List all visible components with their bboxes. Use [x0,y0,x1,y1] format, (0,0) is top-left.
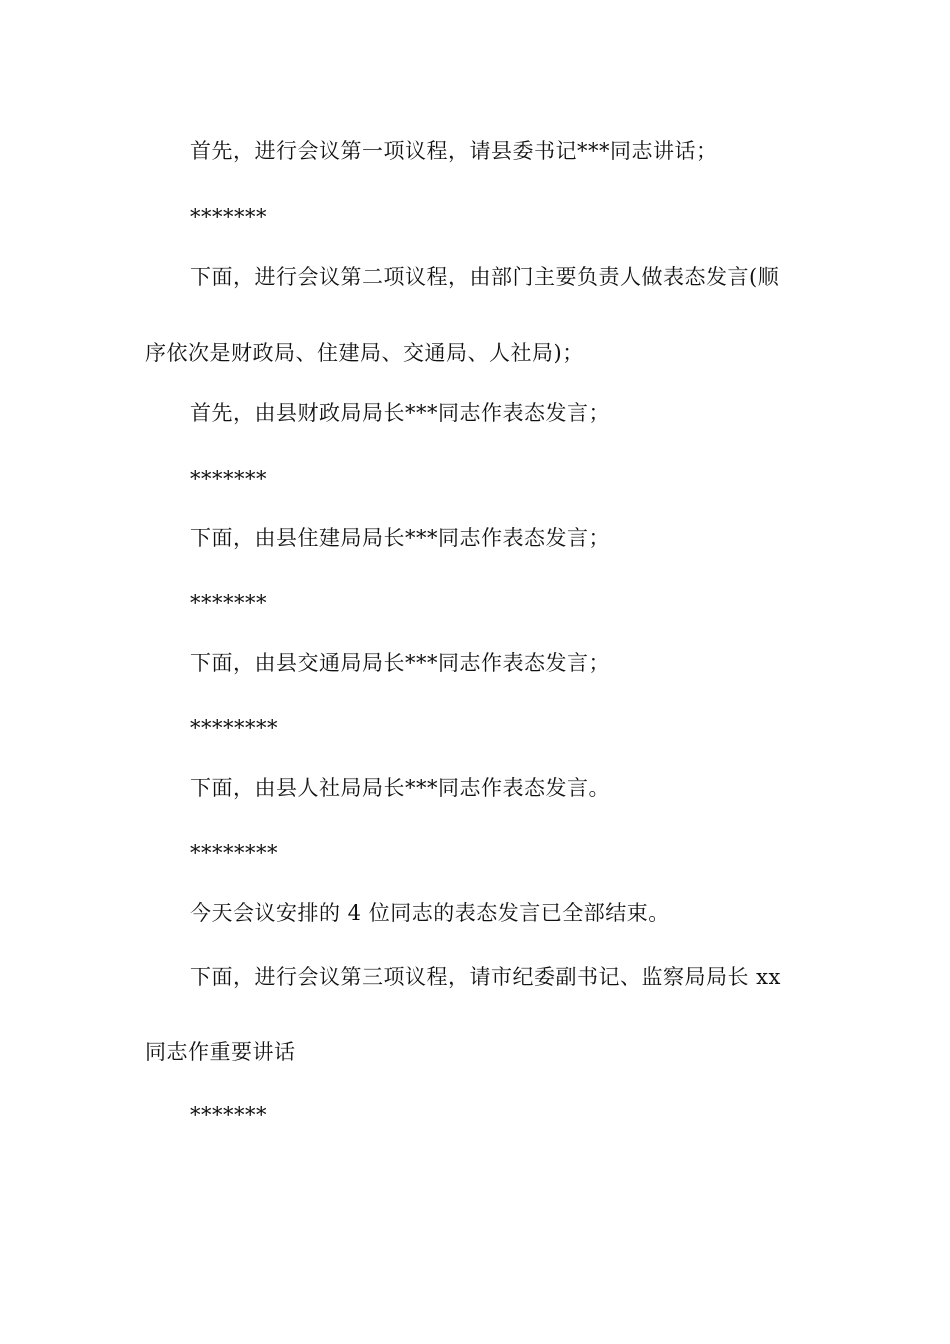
placeholder-text: ******* [190,467,267,491]
placeholder-text: ******* [190,205,267,229]
transport-bureau-speech-text: 下面，由县交通局局长***同志作表态发言； [190,651,610,675]
agenda-item-1-text: 首先，进行会议第一项议程，请县委书记***同志讲话； [190,139,718,163]
placeholder-text: ******** [190,716,278,740]
agenda-item-2-text: 下面，进行会议第二项议程，由部门主要负责人做表态发言(顺 [190,265,780,289]
agenda-item-3-text: 下面，进行会议第三项议程，请市纪委副书记、监察局局长 xx [190,965,781,989]
finance-bureau-speech-text: 首先，由县财政局局长***同志作表态发言； [190,401,610,425]
hr-bureau-speech-text: 下面，由县人社局局长***同志作表态发言。 [190,776,610,800]
placeholder-text: ******** [190,841,278,865]
agenda-item-2-continuation: 序依次是财政局、住建局、交通局、人社局)； [145,341,584,365]
placeholder-text: ******* [190,1103,267,1127]
speeches-concluded-text: 今天会议安排的 4 位同志的表态发言已全部结束。 [190,901,670,925]
placeholder-text: ******* [190,591,267,615]
agenda-item-3-continuation: 同志作重要讲话 [145,1040,296,1064]
housing-bureau-speech-text: 下面，由县住建局局长***同志作表态发言； [190,526,610,550]
